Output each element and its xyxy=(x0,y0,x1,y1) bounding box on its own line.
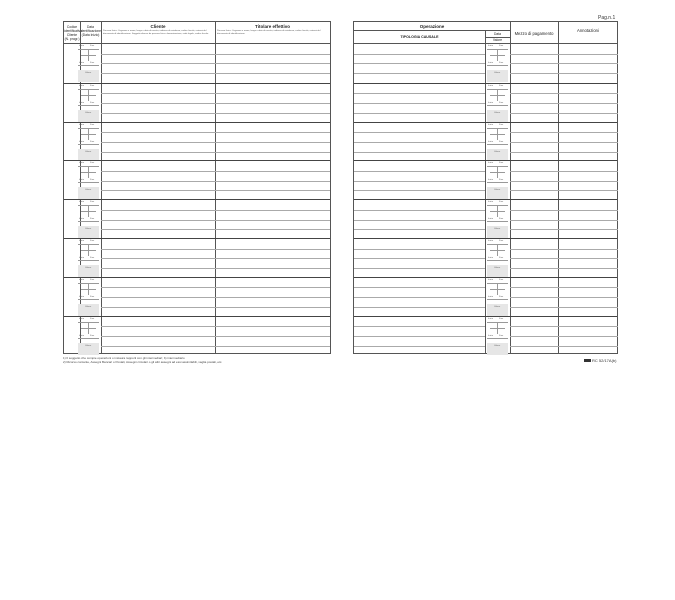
row-rule xyxy=(101,54,330,55)
mini-label-end: Fine xyxy=(499,201,504,204)
mini-label-start: Inizio xyxy=(488,84,494,87)
mini-label-end: Fine xyxy=(499,334,504,337)
register-row xyxy=(64,44,330,83)
row-rule xyxy=(101,152,330,153)
col-data-header xyxy=(80,25,101,37)
date-form-box xyxy=(487,124,508,161)
mini-label-start: Inizio xyxy=(79,257,85,259)
mini-line xyxy=(490,211,505,212)
row-rule xyxy=(354,190,485,191)
mini-label-value: Valore xyxy=(494,267,501,269)
row-rule xyxy=(510,142,618,143)
row-rule xyxy=(510,326,618,327)
row-rule xyxy=(510,152,618,153)
row-rule xyxy=(354,336,485,337)
row-rule xyxy=(510,181,618,182)
mini-label-end: Fine xyxy=(90,201,95,204)
mini-line xyxy=(78,144,99,145)
row-rule xyxy=(354,287,485,288)
mini-label-end: Fine xyxy=(90,317,95,320)
row-rule xyxy=(354,346,485,347)
mini-label-end: Fine xyxy=(90,218,95,221)
mini-label-end: Fine xyxy=(499,295,504,298)
tipologia-header: TIPOLOGIA CAUSALE xyxy=(400,35,439,39)
mini-line xyxy=(78,221,99,222)
form-code xyxy=(584,358,616,363)
mini-line xyxy=(487,221,508,222)
register-row xyxy=(354,277,617,316)
date-form-box xyxy=(487,85,508,122)
mini-label-start: Inizio xyxy=(488,62,494,64)
mini-label-end: Fine xyxy=(499,62,504,64)
row-rule xyxy=(510,258,618,259)
data-line-1: Data xyxy=(87,25,94,29)
row-rule xyxy=(510,73,618,74)
mini-line xyxy=(81,289,96,290)
register-row xyxy=(64,122,330,161)
row-rule xyxy=(354,132,485,133)
mini-label-end: Fine xyxy=(90,84,95,87)
row-rule xyxy=(101,113,330,114)
row-rule xyxy=(101,336,330,337)
register-row xyxy=(64,199,330,238)
row-rule xyxy=(354,326,485,327)
register-row xyxy=(354,238,617,277)
mini-label-value: Valore xyxy=(494,72,501,74)
mini-label-start: Inizio xyxy=(488,179,494,182)
mini-label-end: Fine xyxy=(499,218,504,221)
register-row xyxy=(64,316,330,355)
row-rule xyxy=(354,103,485,104)
register-row xyxy=(64,160,330,199)
row-rule xyxy=(510,249,618,250)
date-form-box xyxy=(487,279,508,316)
row-rule xyxy=(354,258,485,259)
mini-line xyxy=(490,55,505,56)
mini-label-start: Inizio xyxy=(488,162,494,165)
row-rule xyxy=(354,249,485,250)
mini-label-end: Fine xyxy=(499,162,504,165)
mini-line xyxy=(78,338,99,339)
row-rule xyxy=(101,287,330,288)
row-rule xyxy=(510,287,618,288)
mini-label-end: Fine xyxy=(90,295,95,298)
mini-label-end: Fine xyxy=(90,62,95,64)
mini-label-start: Inizio xyxy=(488,45,494,47)
mini-label-value: Valore xyxy=(85,267,92,269)
mini-label-start: Inizio xyxy=(488,123,494,126)
mini-line xyxy=(487,338,508,339)
mini-label-start: Inizio xyxy=(79,123,85,126)
data-line-2: identificazione xyxy=(80,29,101,33)
mini-label-value: Valore xyxy=(494,150,501,153)
row-rule xyxy=(510,336,618,337)
mini-label-end: Fine xyxy=(90,101,95,104)
mini-line xyxy=(487,299,508,300)
col-codice-header xyxy=(64,25,83,41)
row-rule xyxy=(354,307,485,308)
mini-label-start: Inizio xyxy=(488,240,494,242)
mini-label-value: Valore xyxy=(85,228,92,231)
left-header xyxy=(64,22,330,44)
form-code-text: RC 52/17A(b) xyxy=(592,358,617,363)
mini-label-end: Fine xyxy=(90,140,95,143)
page-number: Pag.n.1 xyxy=(598,15,616,21)
mini-label-value: Valore xyxy=(494,111,501,114)
mini-label-start: Inizio xyxy=(79,84,85,87)
mini-label-start: Inizio xyxy=(79,218,85,221)
register-row xyxy=(354,122,617,161)
row-rule xyxy=(101,297,330,298)
codice-line-1: Codice xyxy=(66,25,78,29)
row-rule xyxy=(510,103,618,104)
mini-label-value: Valore xyxy=(494,189,501,192)
mini-label-end: Fine xyxy=(90,334,95,337)
row-rule xyxy=(354,73,485,74)
mini-label-end: Fine xyxy=(499,123,504,126)
mini-line xyxy=(81,211,96,212)
date-form-box xyxy=(487,318,508,355)
row-rule xyxy=(101,268,330,269)
mini-label-start: Inizio xyxy=(79,140,85,143)
date-form-box xyxy=(78,85,99,122)
row-rule xyxy=(101,258,330,259)
mini-label-start: Inizio xyxy=(488,295,494,298)
row-rule xyxy=(354,297,485,298)
mini-line xyxy=(490,250,505,251)
date-form-box xyxy=(78,162,99,199)
row-rule xyxy=(354,113,485,114)
mini-line xyxy=(487,144,508,145)
mini-label-end: Fine xyxy=(499,140,504,143)
row-rule xyxy=(510,113,618,114)
right-register-table xyxy=(353,21,618,354)
row-rule xyxy=(101,249,330,250)
mini-label-start: Inizio xyxy=(488,257,494,259)
row-rule xyxy=(354,210,485,211)
row-rule xyxy=(101,346,330,347)
row-rule xyxy=(101,181,330,182)
mini-label-end: Fine xyxy=(499,240,504,242)
row-rule xyxy=(101,132,330,133)
mini-label-value: Valore xyxy=(85,344,92,347)
row-rule xyxy=(354,54,485,55)
mini-line xyxy=(490,95,505,96)
mini-label-start: Inizio xyxy=(79,278,85,281)
mini-line xyxy=(78,260,99,261)
mini-label-end: Fine xyxy=(499,45,504,47)
titolare-note: Persona fisica: Cognome e nome, luogo e data di nascita, indirizzo di residenza, codice fiscale, estremi del documento di identificazione. xyxy=(217,30,321,35)
row-rule xyxy=(510,63,618,64)
data-line-3: (Data Inizio) xyxy=(81,33,100,37)
mini-label-start: Inizio xyxy=(79,101,85,104)
mini-label-end: Fine xyxy=(499,101,504,104)
cliente-note: Persona fisica: Cognome e nome, luogo e data di nascita, indirizzo di residenza, codice fiscale, estremi del documento di identificazione. Soggetto diverso da persona fisica: denominazione, sede legale, codice fiscale. xyxy=(103,30,209,35)
mini-line xyxy=(81,134,96,135)
mini-line xyxy=(490,289,505,290)
row-rule xyxy=(101,220,330,221)
mini-line xyxy=(81,95,96,96)
mini-label-start: Inizio xyxy=(79,201,85,204)
mini-label-start: Inizio xyxy=(79,334,85,337)
mini-label-end: Fine xyxy=(499,317,504,320)
row-rule xyxy=(354,93,485,94)
date-form-box xyxy=(487,162,508,199)
mini-label-start: Inizio xyxy=(79,295,85,298)
titolare-title: Titolare effettivo xyxy=(255,24,290,29)
date-form-box xyxy=(487,45,508,82)
mini-label-start: Inizio xyxy=(488,317,494,320)
mini-label-end: Fine xyxy=(90,123,95,126)
mini-label-end: Fine xyxy=(90,179,95,182)
mini-line xyxy=(490,134,505,135)
row-rule xyxy=(510,93,618,94)
mini-label-end: Fine xyxy=(90,162,95,165)
mini-label-end: Fine xyxy=(90,240,95,242)
mini-line xyxy=(78,65,99,66)
operazione-divider xyxy=(354,30,510,31)
register-row xyxy=(64,277,330,316)
row-rule xyxy=(510,229,618,230)
mini-label-start: Inizio xyxy=(79,45,85,47)
row-rule xyxy=(510,171,618,172)
mini-label-start: Inizio xyxy=(79,162,85,165)
register-row xyxy=(354,199,617,238)
register-row xyxy=(64,238,330,277)
row-rule xyxy=(354,63,485,64)
mini-label-start: Inizio xyxy=(488,278,494,281)
left-register-table xyxy=(63,21,331,354)
footnotes xyxy=(63,357,222,365)
register-row xyxy=(64,83,330,122)
mini-label-value: Valore xyxy=(85,72,92,74)
row-rule xyxy=(354,229,485,230)
mini-label-value: Valore xyxy=(85,305,92,308)
row-rule xyxy=(101,229,330,230)
codice-line-3: Cliente xyxy=(66,33,78,37)
mini-label-start: Inizio xyxy=(488,201,494,204)
cliente-title: Cliente xyxy=(150,24,166,29)
row-rule xyxy=(510,346,618,347)
register-row xyxy=(354,83,617,122)
date-form-box xyxy=(78,45,99,82)
row-rule xyxy=(510,307,618,308)
date-form-box xyxy=(487,240,508,277)
mini-line xyxy=(78,299,99,300)
row-rule xyxy=(101,171,330,172)
register-row xyxy=(354,160,617,199)
row-rule xyxy=(101,307,330,308)
row-rule xyxy=(101,93,330,94)
mini-label-value: Valore xyxy=(494,305,501,308)
row-rule xyxy=(510,132,618,133)
footnote-2: 2) Ricorso contante, Assegni Bancari o Postali, Assegni circolari o gli altri assegni ad essi assimilabili, vaglia postali, etc. xyxy=(63,359,223,364)
mini-label-start: Inizio xyxy=(79,179,85,182)
row-rule xyxy=(101,63,330,64)
mini-line xyxy=(490,328,505,329)
date-form-box xyxy=(78,124,99,161)
mini-label-start: Inizio xyxy=(79,240,85,242)
mini-line xyxy=(81,328,96,329)
mini-label-value: Valore xyxy=(494,344,501,347)
codice-line-2: identificativo xyxy=(64,29,83,33)
mini-label-value: Valore xyxy=(85,111,92,114)
row-rule xyxy=(101,142,330,143)
row-rule xyxy=(354,181,485,182)
mini-label-end: Fine xyxy=(499,84,504,87)
row-rule xyxy=(354,152,485,153)
mini-label-start: Inizio xyxy=(488,101,494,104)
row-rule xyxy=(354,142,485,143)
row-rule xyxy=(354,171,485,172)
mini-label-value: Valore xyxy=(85,189,92,192)
date-form-box xyxy=(78,201,99,238)
mini-label-start: Inizio xyxy=(488,218,494,221)
row-rule xyxy=(510,54,618,55)
row-rule xyxy=(510,297,618,298)
mini-label-end: Fine xyxy=(499,179,504,182)
mini-line xyxy=(81,250,96,251)
row-rule xyxy=(101,190,330,191)
mini-label-end: Fine xyxy=(499,278,504,281)
mini-label-value: Valore xyxy=(494,228,501,231)
data-subheader: Data xyxy=(494,32,501,36)
codice-line-4: (N. progr.) xyxy=(64,37,80,41)
mini-line xyxy=(490,172,505,173)
mezzo-header: Mezzo di pagamento xyxy=(514,31,554,36)
mini-line xyxy=(78,105,99,106)
date-form-box xyxy=(78,279,99,316)
row-rule xyxy=(510,210,618,211)
row-rule xyxy=(510,268,618,269)
valore-subheader: Valore xyxy=(492,38,503,42)
mini-line xyxy=(78,182,99,183)
mini-label-end: Fine xyxy=(499,257,504,259)
register-row xyxy=(354,44,617,83)
mini-line xyxy=(81,172,96,173)
mini-label-start: Inizio xyxy=(79,62,85,64)
date-form-box xyxy=(78,318,99,355)
row-rule xyxy=(101,326,330,327)
mini-label-end: Fine xyxy=(90,45,95,47)
mini-line xyxy=(487,105,508,106)
date-form-box xyxy=(487,201,508,238)
mini-line xyxy=(81,55,96,56)
mini-line xyxy=(487,182,508,183)
register-row xyxy=(354,316,617,355)
mini-line xyxy=(487,65,508,66)
footnote-1: 1) Il soggetto che compie operazioni o instaura rapporti con gli intermediari; b) intermediario xyxy=(63,356,185,360)
mini-label-start: Inizio xyxy=(79,317,85,320)
date-form-box xyxy=(78,240,99,277)
mini-label-end: Fine xyxy=(90,257,95,259)
mini-line xyxy=(487,260,508,261)
row-rule xyxy=(101,103,330,104)
mini-label-value: Valore xyxy=(85,150,92,153)
row-rule xyxy=(354,220,485,221)
row-rule xyxy=(510,190,618,191)
mini-label-start: Inizio xyxy=(488,334,494,337)
row-rule xyxy=(101,210,330,211)
barcode-icon xyxy=(584,359,591,362)
mini-label-end: Fine xyxy=(90,278,95,281)
operazione-title: Operazione xyxy=(419,24,445,29)
row-rule xyxy=(354,268,485,269)
row-rule xyxy=(510,220,618,221)
mini-label-start: Inizio xyxy=(488,140,494,143)
row-rule xyxy=(101,73,330,74)
annotazioni-header: Annotazioni xyxy=(577,28,599,33)
